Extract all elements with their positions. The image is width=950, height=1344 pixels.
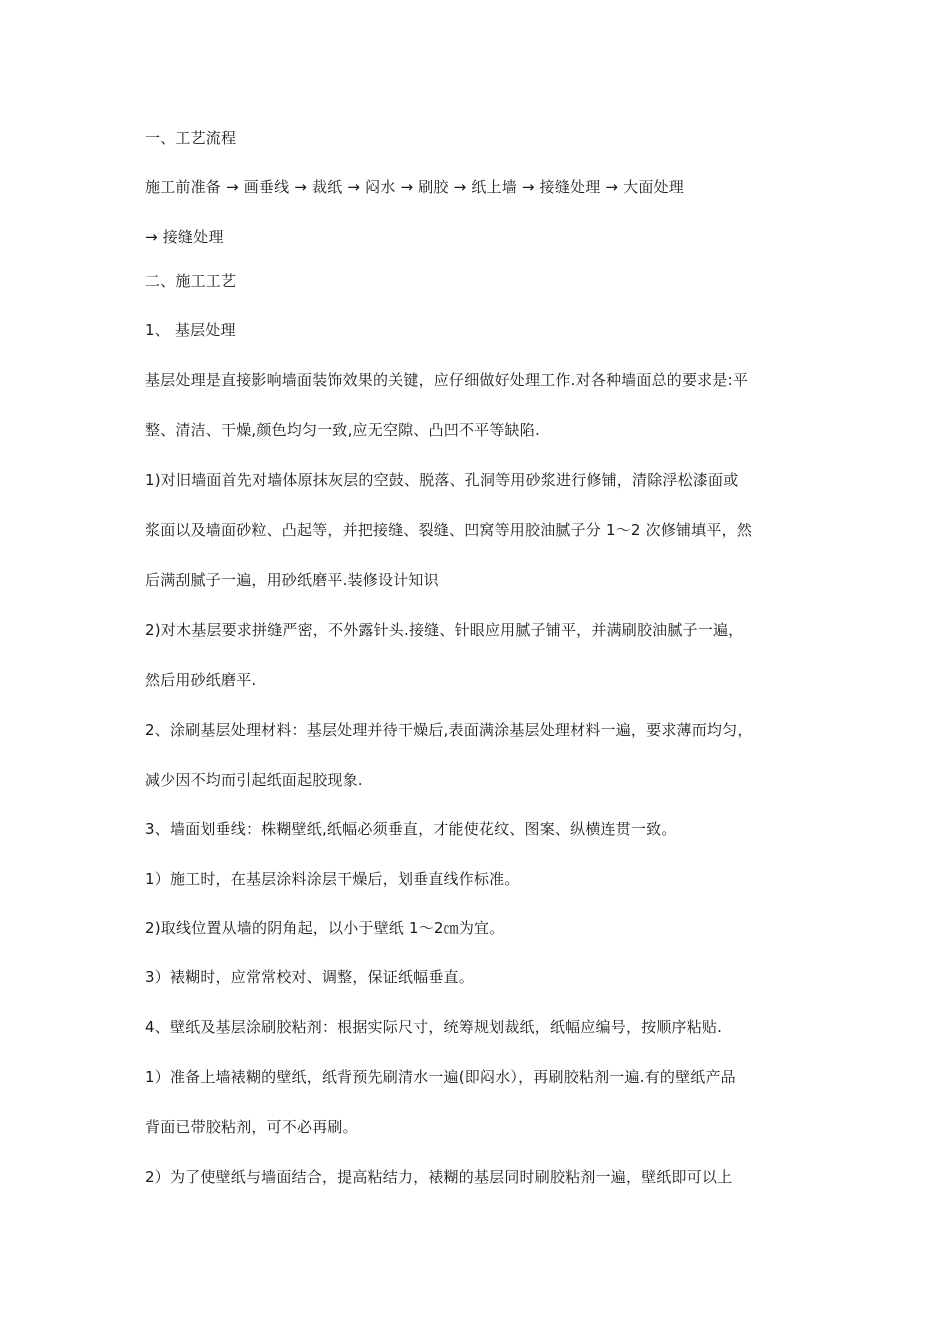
paragraph-line: 后满刮腻子一遍，用砂纸磨平.装修设计知识	[145, 571, 439, 589]
paragraph-line: 整、清洁、干燥,颜色均匀一致,应无空隙、凸凹不平等缺陷.	[145, 421, 540, 439]
paragraph-line: 减少因不均而引起纸面起胶现象.	[145, 771, 363, 789]
paragraph-line: 2）为了使壁纸与墙面结合，提高粘结力，裱糊的基层同时刷胶粘剂一遍，壁纸即可以上	[145, 1168, 733, 1186]
paragraph-line: 背面已带胶粘剂，可不必再刷。	[145, 1118, 358, 1136]
subheading-base-treatment: 1、 基层处理	[145, 321, 236, 339]
paragraph-line: 然后用砂纸磨平.	[145, 671, 257, 689]
paragraph-line: 1)对旧墙面首先对墙体原抹灰层的空鼓、脱落、孔洞等用砂浆进行修铺，清除浮松漆面或	[145, 471, 739, 489]
paragraph-line: 4、壁纸及基层涂刷胶粘剂：根据实际尺寸，统筹规划裁纸，纸幅应编号，按顺序粘贴.	[145, 1018, 723, 1036]
paragraph-line: 浆面以及墙面砂粒、凸起等，并把接缝、裂缝、凹窝等用胶油腻子分 1～2 次修铺填平，然	[145, 521, 753, 539]
paragraph-line: 2、涂刷基层处理材料：基层处理并待干燥后,表面满涂基层处理材料一遍，要求薄而均匀，	[145, 721, 753, 739]
section-heading-technique: 二、施工工艺	[145, 272, 237, 290]
paragraph-line: 1）准备上墙裱糊的壁纸，纸背预先刷清水一遍(即闷水），再刷胶粘剂一遍.有的壁纸产品	[145, 1068, 736, 1086]
paragraph-line: 2)对木基层要求拼缝严密，不外露针头.接缝、针眼应用腻子铺平，并满刷胶油腻子一遍，	[145, 621, 744, 639]
process-flow-line-continued: → 接缝处理	[145, 228, 224, 246]
paragraph-line: 1）施工时，在基层涂料涂层干燥后，划垂直线作标准。	[145, 870, 520, 888]
paragraph-line: 3）裱糊时，应常常校对、调整，保证纸幅垂直。	[145, 968, 474, 986]
process-flow-line: 施工前准备 → 画垂线 → 裁纸 → 闷水 → 刷胶 → 纸上墙 → 接缝处理 → 大面处理	[145, 178, 684, 196]
paragraph-line: 2)取线位置从墙的阴角起，以小于壁纸 1～2㎝为宜。	[145, 919, 505, 937]
section-heading-process: 一、工艺流程	[145, 129, 237, 147]
paragraph-line: 基层处理是直接影响墙面装饰效果的关键，应仔细做好处理工作.对各种墙面总的要求是:平	[145, 371, 749, 389]
paragraph-line: 3、墙面划垂线：株糊壁纸,纸幅必须垂直，才能使花纹、图案、纵横连贯一致。	[145, 820, 677, 838]
